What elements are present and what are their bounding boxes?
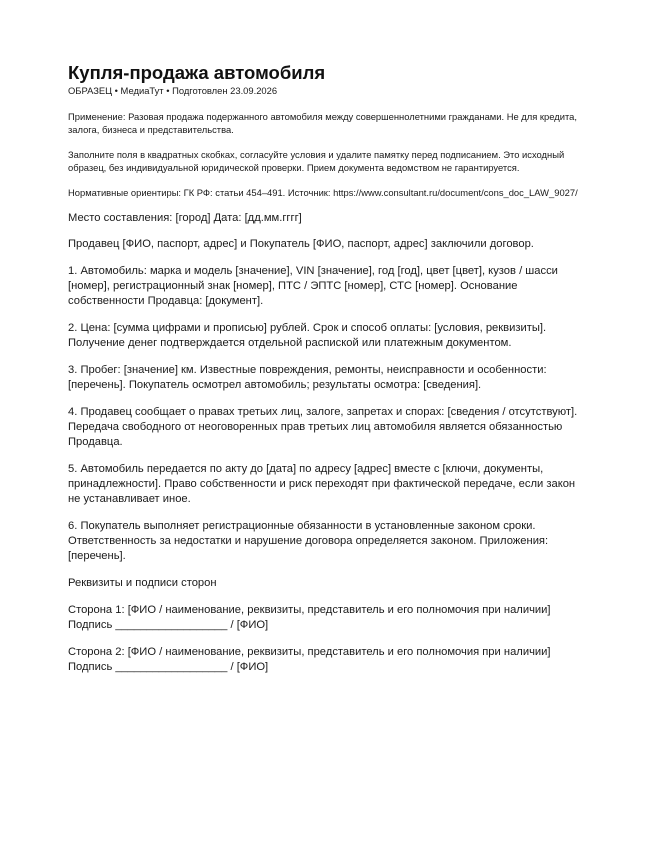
- place-date: Место составления: [город] Дата: [дд.мм.гггг]: [68, 212, 302, 224]
- party-2-block: [68, 645, 589, 675]
- party-2-signature: Подпись __________________ / [ФИО]: [68, 661, 269, 673]
- party-1-signature: Подпись __________________ / [ФИО]: [68, 619, 269, 631]
- note-instructions: Заполните поля в квадратных скобках, согласуйте условия и удалите памятку перед подписанием. Это исходный образец, без индивидуальной юридической проверки. Прием документа ведомством не гарантируется.: [68, 149, 565, 173]
- signatures-heading: Реквизиты и подписи сторон: [68, 577, 217, 589]
- clause-3: 3. Пробег: [значение] км. Известные повреждения, ремонты, неисправности и особенности: [перечень]. Покупатель осмотрел автомобиль; результаты осмотра: [сведения].: [68, 364, 547, 391]
- parties-statement: Продавец [ФИО, паспорт, адрес] и Покупатель [ФИО, паспорт, адрес] заключили договор.: [68, 238, 534, 250]
- party-2-details: Сторона 2: [ФИО / наименование, реквизиты, представитель и его полномочия при наличии]: [68, 646, 551, 658]
- note-application: Применение: Разовая продажа подержанного автомобиля между совершеннолетними гражданами. Не для кредита, залога, бизнеса и представительства.: [68, 111, 577, 135]
- clause-1: 1. Автомобиль: марка и модель [значение], VIN [значение], год [год], цвет [цвет], кузов / шасси [номер], регистрационный знак [номер], ПТС / ЭПТС [номер], СТС [номер]. Основание собственности Продавца: [документ].: [68, 265, 558, 307]
- party-1-block: [68, 603, 589, 633]
- clause-6: 6. Покупатель выполняет регистрационные обязанности в установленные законом сроки. Ответственность за недостатки и нарушение договора определяется законом. Приложения: [перечень].: [68, 520, 549, 562]
- party-1-details: Сторона 1: [ФИО / наименование, реквизиты, представитель и его полномочия при наличии]: [68, 604, 551, 616]
- clause-4: 4. Продавец сообщает о правах третьих лиц, залоге, запретах и спорах: [сведения / отсутствуют]. Передача свободного от неоговоренных прав третьих лиц автомобиля является обязанностью Продавца.: [68, 406, 578, 448]
- note-norms: Нормативные ориентиры: ГК РФ: статьи 454–491. Источник: https://www.consultant.ru/document/cons_doc_LAW_9027/: [68, 187, 578, 198]
- clause-2: 2. Цена: [сумма цифрами и прописью] рублей. Срок и способ оплаты: [условия, реквизиты]. Получение денег подтверждается отдельной распиской или платежным документом.: [68, 322, 547, 349]
- document-meta: ОБРАЗЕЦ • МедиаТут • Подготовлен 23.09.2026: [68, 85, 278, 96]
- clause-5: 5. Автомобиль передается по акту до [дата] по адресу [адрес] вместе с [ключи, документы, принадлежности]. Право собственности и риск переходят при фактической передаче, если закон не устанавливает иное.: [68, 463, 576, 505]
- document-title: Купля-продажа автомобиля: [68, 62, 326, 83]
